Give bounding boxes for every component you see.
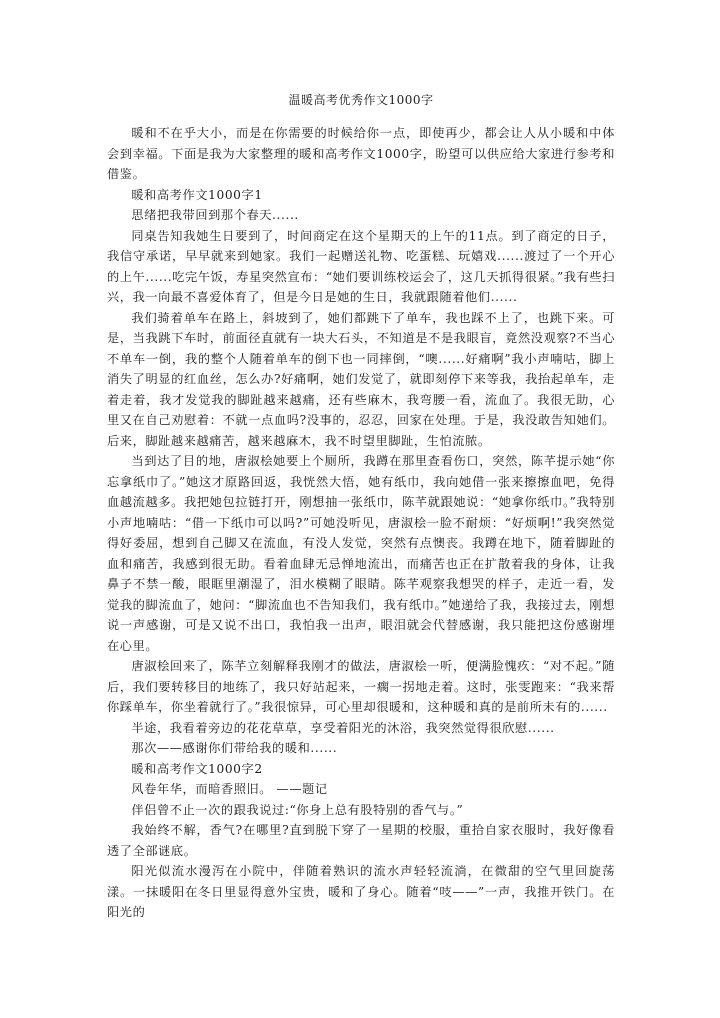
paragraph: 同桌告知我她生日要到了，时间商定在这个星期天的上午的11点。到了商定的日子，我信守承诺，早早就来到她家。我们一起赠送礼物、吃蛋糕、玩嬉戏......渡过了一个开心的上午......吃完午饭，寿星突然宣布：“她们要训练校运会了，这几天抓得很紧。”我有些扫兴，我一向最不喜爱体育了，但是今日是她的生日，我就跟随着他们...... xyxy=(107,228,615,304)
paragraph: 当到达了目的地，唐淑桧她要上个厕所，我蹲在那里查看伤口，突然，陈芊提示她“你忘拿纸巾了。”她这才原路回返，我恍然大悟，她有纸巾，我向她借一张来擦擦血吧，免得血越流越多。我把她包拉链打开，刚想抽一张纸巾，陈芊就跟她说：“她拿你纸巾。”我特别小声地喃咕：“借一下纸巾可以吗?”可她没听见，唐淑桧一脸不耐烦：“好烦啊!”我突然觉得好委屈，想到自己脚又在流血，有没人发觉，突然有点懊丧。我蹲在地下，随着脚趾的血和痛苦，我感到很无助。看着血肆无忌惮地流出，而痛苦也正在扩散着我的身体，让我鼻子不禁一酸，眼眶里潮湿了，泪水模糊了眼睛。陈芊观察我想哭的样子，走近一看，发觉我的脚流血了，她问：“脚流血也不告知我们，我有纸巾。”她递给了我，我接过去，刚想说一声感谢，可是又说不出口，我怕我一出声，眼泪就会代替感谢，我只能把这份感谢埋在心里。 xyxy=(107,454,615,653)
paragraph: 半途，我看着旁边的花花草草，享受着阳光的沐浴，我突然觉得很欣慰...... xyxy=(131,720,555,735)
paragraph: 阳光似流水漫泻在小院中，伴随着熟识的流水声轻轻流淌，在微甜的空气里回旋荡漾。一抹暖阳在冬日里显得意外宝贵，暖和了身心。随着“吱——”一声，我推开铁门。在阳光的 xyxy=(107,864,615,919)
paragraph: 那次——感谢你们带给我的暖和...... xyxy=(131,741,338,755)
paragraph: 我始终不解，香气?在哪里?直到脱下穿了一星期的校服，重拾自家衣服时，我好像看透了全部谜底。 xyxy=(107,823,615,858)
document-title: 温暖高考优秀作文1000字 xyxy=(288,93,434,107)
paragraph: 伴侣曾不止一次的跟我说过:“你身上总有股特别的香气与。” xyxy=(131,802,464,817)
epigraph: 风卷年华，而暗香照旧。 ——题记 xyxy=(131,782,328,796)
paragraph: 我们骑着单车在路上，斜坡到了，她们都跳下了单车，我也踩不上了，也跳下来。可是，当我跳下车时，前面径直就有一块大石头，不知道是不是我眼盲，竟然没观察?不当心不单车一倒，我的整个人随着单车的倒下也一同摔倒，“噢......好痛啊”我小声喃咕，脚上消失了明显的红血丝，怎么办?好痛啊，她们发觉了，就即刻停下来等我，我抬起单车，走着走着，我才发觉我的脚趾越来越痛，还有些麻木，我弯腰一看，流血了。我很无助，心里又在自己劝慰着：不就一点血吗?没事的，忍忍，回家在处理。于是，我没敢告知她们。后来，脚趾越来越痛苦，越来越麻木，我不时望里脚趾，生怕流脓。 xyxy=(107,310,615,448)
paragraph: 唐淑桧回来了，陈芊立刻解释我刚才的做法，唐淑桧一听，便满脸愧疚：“对不起。”随后，我们要转移目的地练了，我只好站起来，一瘸一拐地走着。这时，张雯跑来：“我来帮你踩单车，你坐着就行了。”我很惊异，可心里却很暖和，这种暖和真的是前所未有的...... xyxy=(107,659,615,714)
section-heading-1: 暖和高考作文1000字1 xyxy=(131,187,263,202)
document-body xyxy=(107,123,615,923)
paragraph: 思绪把我带回到那个春天...... xyxy=(131,208,299,222)
section-heading-2: 暖和高考作文1000字2 xyxy=(131,761,263,776)
paragraph-intro: 暖和不在乎大小，而是在你需要的时候给你一点，即使再少，都会让人从小暖和中体会到幸福。下面是我为大家整理的暖和高考作文1000字，盼望可以供应给大家进行参考和借鉴。 xyxy=(107,126,615,181)
